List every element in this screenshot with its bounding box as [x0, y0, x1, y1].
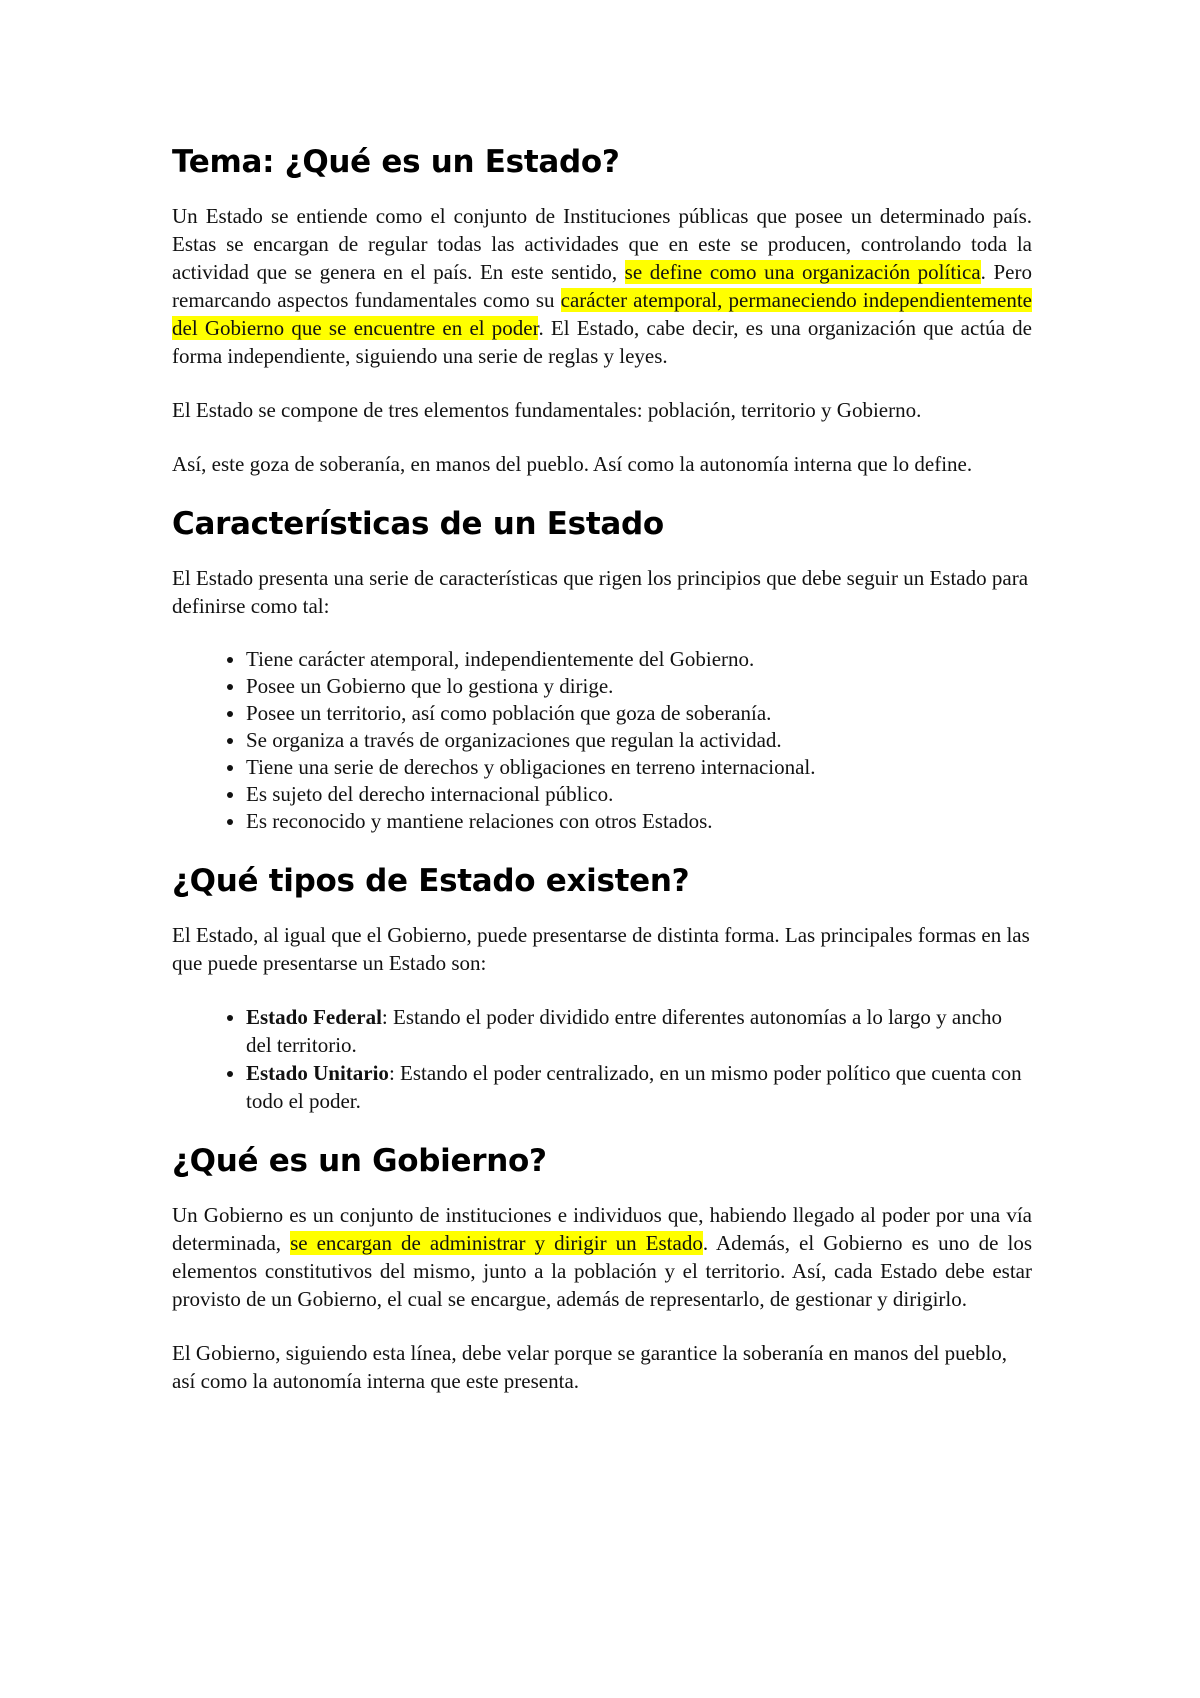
section-heading-characteristics: Características de un Estado	[172, 506, 664, 542]
intro-text-a: Un Estado se entiende como el conjunto de Instituciones públicas que posee un determinado país. Estas se encargan de regular todas las actividades que en este se producen, controlando toda la actividad que se genera en el país. En este sentido,	[172, 204, 1032, 284]
list-item: • Posee un Gobierno que lo gestiona y dirige.	[246, 673, 1032, 700]
page-title: Tema: ¿Qué es un Estado?	[172, 144, 620, 180]
section-heading-government: ¿Qué es un Gobierno?	[172, 1143, 547, 1179]
government-paragraph-2: El Gobierno, siguiendo esta línea, debe velar porque se garantice la soberanía en manos del pueblo, así como la autonomía interna que este presenta.	[172, 1341, 1008, 1393]
desc-federal: : Estando el poder dividido entre diferentes autonomías a lo largo y ancho del territorio.	[246, 1005, 1003, 1057]
characteristics-list	[172, 646, 1032, 835]
intro-paragraph-2: El Estado se compone de tres elementos fundamentales: población, territorio y Gobierno.	[172, 398, 922, 422]
term-unitario: Estado Unitario	[246, 1061, 389, 1085]
highlight-atemporal: carácter atemporal, permaneciendo independientemente del Gobierno que se encuentre en el poder	[172, 288, 1033, 340]
list-item: • Tiene una serie de derechos y obligaciones en terreno internacional.	[246, 754, 1032, 781]
list-item: • Posee un territorio, así como población que goza de soberanía.	[246, 700, 1032, 727]
highlight-administrar: se encargan de administrar y dirigir un Estado	[290, 1231, 703, 1255]
intro-paragraph-1	[172, 202, 1032, 370]
list-item-federal	[246, 1003, 1032, 1059]
highlight-definition: se define como una organización política	[624, 260, 981, 284]
intro-text-b: . Pero remarcando aspectos fundamentales como su	[172, 260, 1032, 312]
types-intro: El Estado, al igual que el Gobierno, puede presentarse de distinta forma. Las principales formas en las que puede presentarse un Estado son:	[172, 923, 1030, 975]
term-federal: Estado Federal	[246, 1005, 382, 1029]
desc-unitario: : Estando el poder centralizado, en un mismo poder político que cuenta con todo el poder.	[246, 1061, 1022, 1113]
government-paragraph-1	[172, 1201, 1032, 1313]
intro-text-c: . El Estado, cabe decir, es una organización que actúa de forma independiente, siguiendo una serie de reglas y leyes.	[172, 316, 1032, 368]
government-text-a: Un Gobierno es un conjunto de instituciones e individuos que, habiendo llegado al poder por una vía determinada,	[172, 1203, 1032, 1255]
list-item-unitario	[246, 1059, 1032, 1115]
characteristics-intro: El Estado presenta una serie de características que rigen los principios que debe seguir un Estado para definirse como tal:	[172, 566, 1029, 618]
types-list	[172, 1003, 1032, 1115]
list-item: • Es reconocido y mantiene relaciones con otros Estados.	[246, 808, 1032, 835]
intro-paragraph-3: Así, este goza de soberanía, en manos del pueblo. Así como la autonomía interna que lo define.	[172, 452, 973, 476]
list-item: • Tiene carácter atemporal, independientemente del Gobierno.	[246, 646, 1032, 673]
government-text-b: . Además, el Gobierno es uno de los elementos constitutivos del mismo, junto a la población y el territorio. Así, cada Estado debe estar provisto de un Gobierno, el cual se encargue, además de representarlo, de gestionar y dirigirlo.	[172, 1231, 1033, 1311]
section-heading-types: ¿Qué tipos de Estado existen?	[172, 863, 690, 899]
list-item: • Es sujeto del derecho internacional público.	[246, 781, 1032, 808]
list-item: • Se organiza a través de organizaciones que regulan la actividad.	[246, 727, 1032, 754]
